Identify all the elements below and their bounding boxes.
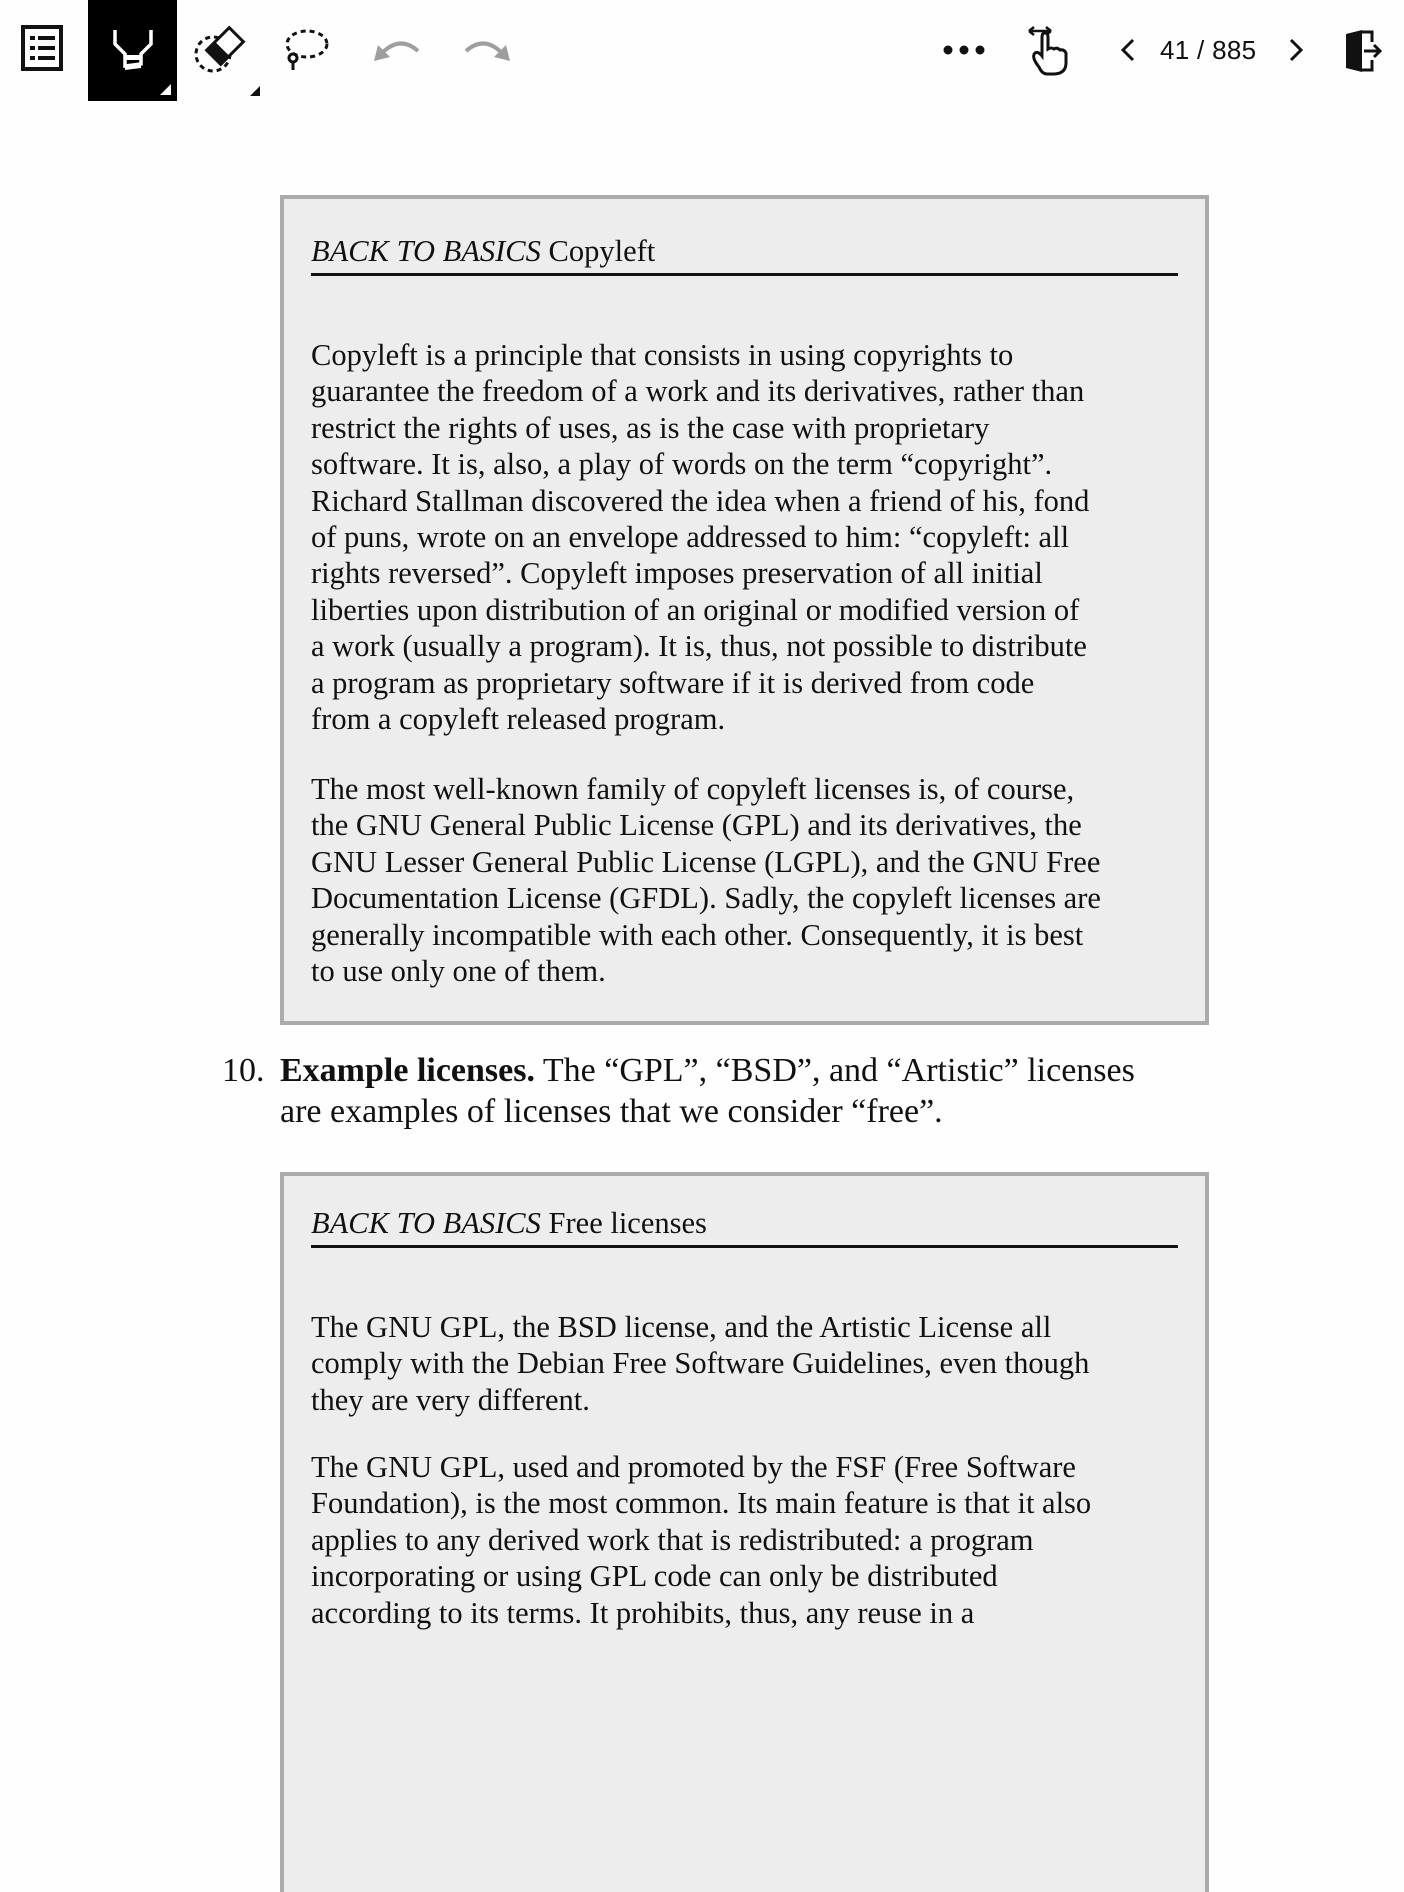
text-line: The GNU GPL, used and promoted by the FSF (Free Software	[311, 1450, 1076, 1484]
list-item-body	[280, 1051, 1135, 1132]
undo-icon	[372, 35, 424, 65]
next-page-button[interactable]	[1278, 38, 1314, 62]
box-kicker: BACK TO BASICS	[311, 1206, 541, 1240]
text-line: Foundation), is the most common. Its main feature is that it also	[311, 1486, 1092, 1521]
text-line: a work (usually a program). It is, thus, not possible to distribute	[311, 629, 1087, 664]
more-button[interactable]	[938, 30, 990, 70]
reader-toolbar	[0, 0, 1404, 101]
text-line: a program as proprietary software if it is derived from code	[311, 665, 1035, 700]
text-line: are examples of licenses that we consider “free”.	[280, 1092, 943, 1130]
box-paragraph	[311, 1449, 1185, 1631]
text-line: The GNU GPL, the BSD license, and the Artistic License all	[311, 1310, 1052, 1344]
text-line: according to its terms. It prohibits, thus, any reuse in a	[311, 1595, 975, 1630]
text-line: incorporating or using GPL code can only be distributed	[311, 1559, 998, 1594]
highlighter-options-indicator	[160, 84, 171, 95]
text-line: they are very different.	[311, 1382, 590, 1417]
list-number: 10.	[222, 1052, 265, 1089]
exit-icon	[1344, 28, 1384, 74]
lasso-icon	[281, 26, 331, 74]
text-line: rights reversed”. Copyleft imposes preservation of all initial	[311, 556, 1043, 591]
exit-button[interactable]	[1342, 26, 1386, 76]
sidebar-box-free-licenses	[280, 1172, 1209, 1892]
text-line: Richard Stallman discovered the idea when a friend of his, fond	[311, 483, 1090, 518]
redo-icon	[460, 35, 512, 65]
text-line: comply with the Debian Free Software Guidelines, even though	[311, 1346, 1090, 1381]
page-indicator[interactable]: 41 / 885	[1160, 34, 1257, 65]
redo-button[interactable]	[458, 30, 514, 70]
swipe-gesture-icon	[1025, 23, 1075, 77]
toc-icon	[21, 25, 63, 71]
chevron-left-icon	[1120, 38, 1136, 62]
text-line: restrict the rights of uses, as is the case with proprietary	[311, 410, 990, 445]
highlighter-button[interactable]	[88, 0, 177, 101]
lasso-button[interactable]	[280, 24, 332, 76]
box-title-text: Free licenses	[548, 1206, 707, 1240]
text-line: of puns, wrote on an envelope addressed to him: “copyleft: all	[311, 520, 1070, 555]
text-line: Documentation License (GFDL). Sadly, the copyleft licenses are	[311, 881, 1101, 916]
eraser-icon	[191, 24, 253, 76]
text-line: generally incompatible with each other. Consequently, it is best	[311, 917, 1084, 952]
gesture-button[interactable]	[1022, 22, 1078, 78]
text-line: Copyleft is a principle that consists in using copyrights to	[311, 338, 1014, 372]
text-line	[280, 1051, 1135, 1092]
document-page	[0, 101, 1404, 1872]
chevron-right-icon	[1288, 38, 1304, 62]
sidebar-box-copyleft	[280, 195, 1209, 1025]
box-paragraph	[311, 337, 1185, 737]
eraser-button[interactable]	[190, 22, 254, 78]
text-line: guarantee the freedom of a work and its derivatives, rather than	[311, 374, 1085, 409]
highlighter-icon	[111, 26, 155, 76]
list-item-text: The “GPL”, “BSD”, and “Artistic” licenses	[534, 1052, 1135, 1089]
list-item-heading: Example licenses.	[280, 1052, 535, 1089]
undo-button[interactable]	[370, 30, 426, 70]
box-paragraph	[311, 771, 1185, 989]
more-icon	[942, 44, 986, 56]
box-kicker: BACK TO BASICS	[311, 234, 541, 268]
text-line: to use only one of them.	[311, 954, 606, 989]
text-line: GNU Lesser General Public License (LGPL), and the GNU Free	[311, 844, 1101, 879]
text-line: from a copyleft released program.	[311, 702, 726, 737]
prev-page-button[interactable]	[1110, 38, 1146, 62]
box-title-text: Copyleft	[548, 234, 656, 268]
box-paragraph	[311, 1309, 1185, 1418]
box-title	[311, 1205, 1178, 1248]
text-line: The most well-known family of copyleft licenses is, of course,	[311, 772, 1075, 806]
page-navigator	[1110, 26, 1314, 74]
box-title	[311, 233, 1178, 276]
text-line: the GNU General Public License (GPL) and its derivatives, the	[311, 808, 1082, 843]
text-line: liberties upon distribution of an original or modified version of	[311, 592, 1080, 627]
text-line: applies to any derived work that is redistributed: a program	[311, 1522, 1034, 1557]
toc-button[interactable]	[18, 24, 66, 72]
text-line: software. It is, also, a play of words on the term “copyright”.	[311, 447, 1053, 482]
eraser-options-indicator	[250, 86, 260, 96]
